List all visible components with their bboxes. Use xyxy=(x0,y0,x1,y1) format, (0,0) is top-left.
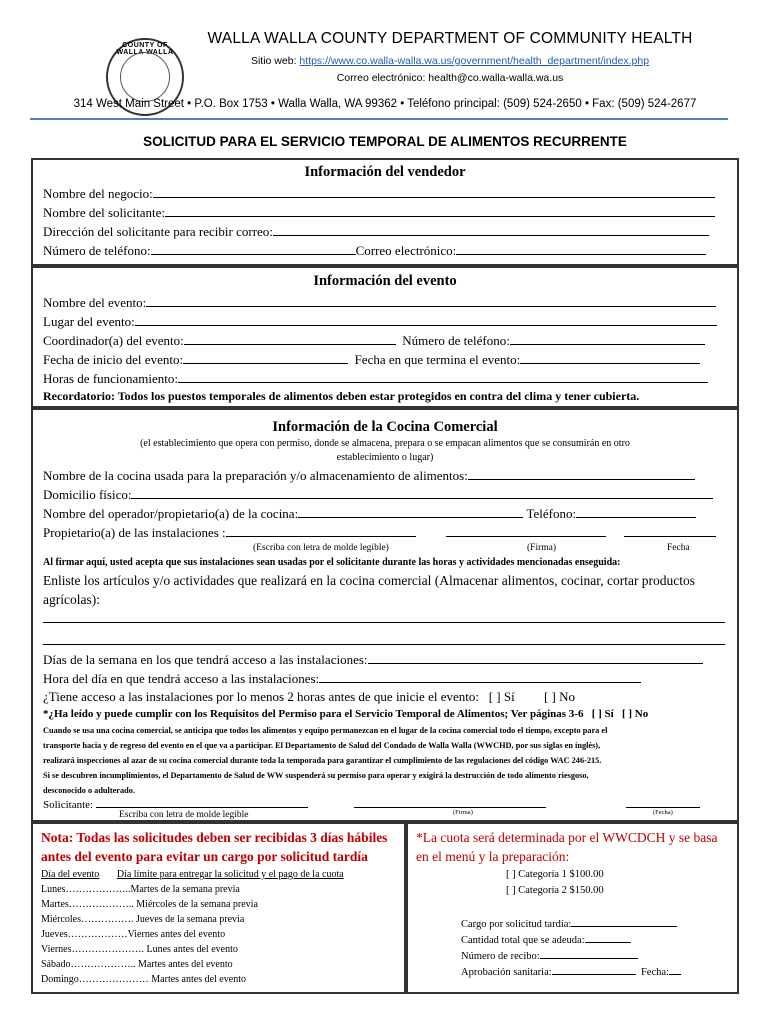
event-dates-row xyxy=(43,351,700,368)
approval-date-field[interactable] xyxy=(669,962,681,975)
deadline-note-line-1: Nota: Todas las solicitudes deben ser recibidas 3 días hábiles xyxy=(41,830,388,845)
total-due-field[interactable] xyxy=(585,930,631,943)
vendor-email-field[interactable] xyxy=(456,242,706,255)
kitchen-subtitle-1: (el establecimiento que opera con permiso, donde se almacena, prepara o se empacan alimentos que se consumirán en otro xyxy=(140,438,630,449)
event-name-field[interactable] xyxy=(146,294,716,307)
website-line xyxy=(180,55,720,67)
total-due-label: Cantidad total que se adeuda: xyxy=(461,935,585,946)
vendor-phone-label: Número de teléfono: xyxy=(43,243,151,258)
kitchen-address-field[interactable] xyxy=(131,486,713,499)
policy-line-5: desconocido o adulterado. xyxy=(43,786,135,795)
deadline-table-header xyxy=(41,869,344,880)
seal-inner-ring xyxy=(120,52,170,102)
access-days-label: Días de la semana en los que tendrá acceso a las instalaciones: xyxy=(43,652,368,667)
kitchen-phone-label: Teléfono: xyxy=(526,506,577,521)
applicant-signature-row xyxy=(43,795,700,811)
approval-date-label: Fecha: xyxy=(640,967,669,978)
consent-text: Al firmar aquí, usted acepta que sus instalaciones sean usadas por el solicitante durante las horas y actividades mencionadas enseguida: xyxy=(43,557,621,568)
kitchen-phone-field[interactable] xyxy=(576,505,696,518)
deadline-row: Miércoles……………. Jueves de la semana previa xyxy=(41,914,245,925)
kitchen-address-label: Domicilio físico: xyxy=(43,487,132,502)
coordinator-row xyxy=(43,332,705,349)
website-link[interactable]: https://www.co.walla-walla.wa.us/government/health_department/index.php xyxy=(299,55,650,67)
hours-field[interactable] xyxy=(178,370,708,383)
category-1-checkbox[interactable]: [ ] Categoría 1 $100.00 xyxy=(506,869,604,880)
list-items-label-1: Enliste los artículos y/o actividades que realizará en la cocina comercial (Almacenar alimentos, cocinar, cortar productos xyxy=(43,573,696,588)
read-requirements-label: *¿Ha leído y puede cumplir con los Requisitos del Permiso para el Servicio Temporal de Alimentos; Ver páginas 3-6 xyxy=(43,708,584,720)
late-fee-row xyxy=(461,914,677,930)
applicant-date-caption: (Fecha) xyxy=(653,809,673,816)
owner-row xyxy=(43,524,716,541)
kitchen-name-label: Nombre de la cocina usada para la preparación y/o almacenamiento de alimentos: xyxy=(43,468,468,483)
end-date-label: Fecha en que termina el evento: xyxy=(354,352,521,367)
receipt-label: Número de recibo: xyxy=(461,951,540,962)
read-requirements-row xyxy=(43,708,648,720)
applicant-name-label: Nombre del solicitante: xyxy=(43,205,166,220)
deadline-row: Sábado……………….. Martes antes del evento xyxy=(41,959,233,970)
deadline-row: Martes……………….. Miércoles de la semana previa xyxy=(41,899,258,910)
policy-line-3: realizará inspecciones al azar de su cocina comercial durante toda la temporada para garantizar el cumplimiento de las regulaciones del código WAC 246-215. xyxy=(43,756,602,765)
mail-address-label: Dirección del solicitante para recibir correo: xyxy=(43,224,273,239)
kitchen-title: Información de la Cocina Comercial xyxy=(272,419,498,435)
deadline-row: Domingo………………… Martes antes del evento xyxy=(41,974,246,985)
kitchen-address-row xyxy=(43,486,713,503)
applicant-name-field[interactable] xyxy=(165,204,715,217)
read-no-checkbox[interactable]: [ ] No xyxy=(621,708,649,720)
access-time-field[interactable] xyxy=(319,670,641,683)
access-time-row xyxy=(43,670,641,687)
approval-field[interactable] xyxy=(552,962,636,975)
hours-row xyxy=(43,370,708,387)
header-divider xyxy=(30,118,728,120)
event-title: Información del evento xyxy=(313,273,457,289)
col-deadline: Día límite para entregar la solicitud y el pago de la cuota xyxy=(116,869,344,880)
department-title: WALLA WALLA COUNTY DEPARTMENT OF COMMUNITY HEALTH xyxy=(207,30,693,47)
receipt-row xyxy=(461,946,638,962)
address-line: 314 West Main Street • P.O. Box 1753 • Walla Walla, WA 99362 • Teléfono principal: (509) 524-2650 • Fax: (509) 524-2677 xyxy=(73,98,697,110)
col-event-day: Día del evento xyxy=(41,869,100,880)
fee-note-line-2: en el menú y la preparación: xyxy=(416,849,570,864)
two-hours-row xyxy=(43,689,575,705)
kitchen-subtitle-2: establecimiento o lugar) xyxy=(336,452,434,463)
list-items-label-2: agrícolas): xyxy=(43,592,100,607)
coordinator-label: Coordinador(a) del evento: xyxy=(43,333,184,348)
applicant-print-field[interactable] xyxy=(96,795,308,808)
event-location-field[interactable] xyxy=(135,313,717,326)
fee-section xyxy=(406,822,739,994)
approval-row xyxy=(461,962,681,978)
owner-date-caption: Fecha xyxy=(667,543,690,553)
website-label: Sitio web: xyxy=(250,55,300,67)
weather-reminder: Recordatorio: Todos los puestos temporales de alimentos deben estar protegidos en contra del clima y tener cubierta. xyxy=(43,389,640,403)
access-time-label: Hora del día en que tendrá acceso a las instalaciones: xyxy=(43,671,320,686)
policy-line-1: Cuando se usa una cocina comercial, se anticipa que todos los alimentos y equipo permanezcan en el lugar de la cocina comercial todo el tiempo, excepto para el xyxy=(43,726,608,735)
deadline-row: Viernes…………………. Lunes antes del evento xyxy=(41,944,238,955)
applicant-date-field[interactable] xyxy=(626,795,700,808)
hours-label: Horas de funcionamiento: xyxy=(43,371,179,386)
fee-note-line-1: *La cuota será determinada por el WWCDCH y se basa xyxy=(416,830,718,845)
owner-label: Propietario(a) de las instalaciones : xyxy=(43,525,226,540)
kitchen-section xyxy=(31,408,739,822)
mail-address-row xyxy=(43,223,709,240)
event-phone-label: Número de teléfono: xyxy=(402,333,510,348)
kitchen-name-field[interactable] xyxy=(468,467,695,480)
vendor-email-label: Correo electrónico: xyxy=(355,243,457,258)
business-name-row xyxy=(43,185,715,202)
policy-line-4: Si se descubren incumplimientos, el Departamento de Salud de WW suspenderá su permiso para operar y exigirá la destrucción de todo alimento riesgoso, xyxy=(43,771,589,780)
access-days-field[interactable] xyxy=(368,651,703,664)
vendor-title: Información del vendedor xyxy=(304,164,466,180)
owner-print-caption: (Escriba con letra de molde legible) xyxy=(253,543,389,553)
operator-field[interactable] xyxy=(298,505,523,518)
applicant-name-row xyxy=(43,204,715,221)
letterhead xyxy=(0,0,770,150)
form-title: SOLICITUD PARA EL SERVICIO TEMPORAL DE ALIMENTOS RECURRENTE xyxy=(143,134,627,149)
deadline-note-section xyxy=(31,822,406,994)
receipt-field[interactable] xyxy=(540,946,638,959)
owner-print-field[interactable] xyxy=(226,524,416,537)
start-date-label: Fecha de inicio del evento: xyxy=(43,352,184,367)
owner-sign-caption: (Firma) xyxy=(527,543,557,553)
deadline-note-line-2: antes del evento para evitar un cargo por solicitud tardía xyxy=(41,849,368,864)
list-items-field-1[interactable] xyxy=(43,610,725,623)
policy-line-2: transporte hacia y de regreso del evento en el que va a participar. El Departamento de Salud del Condado de Walla Walla (WWCHD, por sus siglas en inglés), xyxy=(43,741,601,750)
late-fee-field[interactable] xyxy=(571,914,677,927)
kitchen-name-row xyxy=(43,467,695,484)
list-items-line-2 xyxy=(43,632,725,649)
owner-signature-field[interactable] xyxy=(446,524,606,537)
two-hours-no-checkbox[interactable]: [ ] No xyxy=(543,689,576,704)
event-name-row xyxy=(43,294,716,311)
deadline-row: Jueves………………Viernes antes del evento xyxy=(41,929,226,940)
event-section xyxy=(31,266,739,408)
category-2-checkbox[interactable]: [ ] Categoría 2 $150.00 xyxy=(506,885,604,896)
business-name-field[interactable] xyxy=(153,185,715,198)
owner-date-field[interactable] xyxy=(624,524,716,537)
applicant-sign-caption: (Firma) xyxy=(453,809,473,816)
deadline-row: Lunes………………..Martes de la semana previa xyxy=(41,884,240,895)
start-date-field[interactable] xyxy=(183,351,348,364)
seal-text: COUNTY OF WALLA WALLA xyxy=(116,42,174,56)
read-yes-checkbox[interactable]: [ ] Sí xyxy=(591,708,614,720)
vendor-section xyxy=(31,158,739,266)
operator-label: Nombre del operador/propietario(a) de la cocina: xyxy=(43,506,299,521)
event-name-label: Nombre del evento: xyxy=(43,295,147,310)
two-hours-yes-checkbox[interactable]: [ ] Sí xyxy=(488,689,515,704)
business-name-label: Nombre del negocio: xyxy=(43,186,153,201)
list-items-line-1 xyxy=(43,610,725,627)
event-location-label: Lugar del evento: xyxy=(43,314,135,329)
list-items-field-2[interactable] xyxy=(43,632,725,645)
event-location-row xyxy=(43,313,717,330)
late-fee-label: Cargo por solicitud tardía: xyxy=(461,919,572,930)
end-date-field[interactable] xyxy=(520,351,700,364)
operator-row xyxy=(43,505,696,522)
email-line: Correo electrónico: health@co.walla-walla.wa.us xyxy=(336,72,564,84)
vendor-phone-field[interactable] xyxy=(151,242,356,255)
coordinator-field[interactable] xyxy=(184,332,396,345)
event-phone-field[interactable] xyxy=(510,332,705,345)
total-due-row xyxy=(461,930,631,946)
mail-address-field[interactable] xyxy=(273,223,709,236)
applicant-label: Solicitante: xyxy=(43,799,94,811)
access-days-row xyxy=(43,651,703,668)
applicant-print-caption: Escriba con letra de molde legible xyxy=(119,810,249,820)
approval-label: Aprobación sanitaria: xyxy=(461,967,552,978)
phone-email-row xyxy=(43,242,706,259)
two-hours-label: ¿Tiene acceso a las instalaciones por lo menos 2 horas antes de que inicie el evento: xyxy=(43,689,479,704)
applicant-signature-field[interactable] xyxy=(354,795,546,808)
